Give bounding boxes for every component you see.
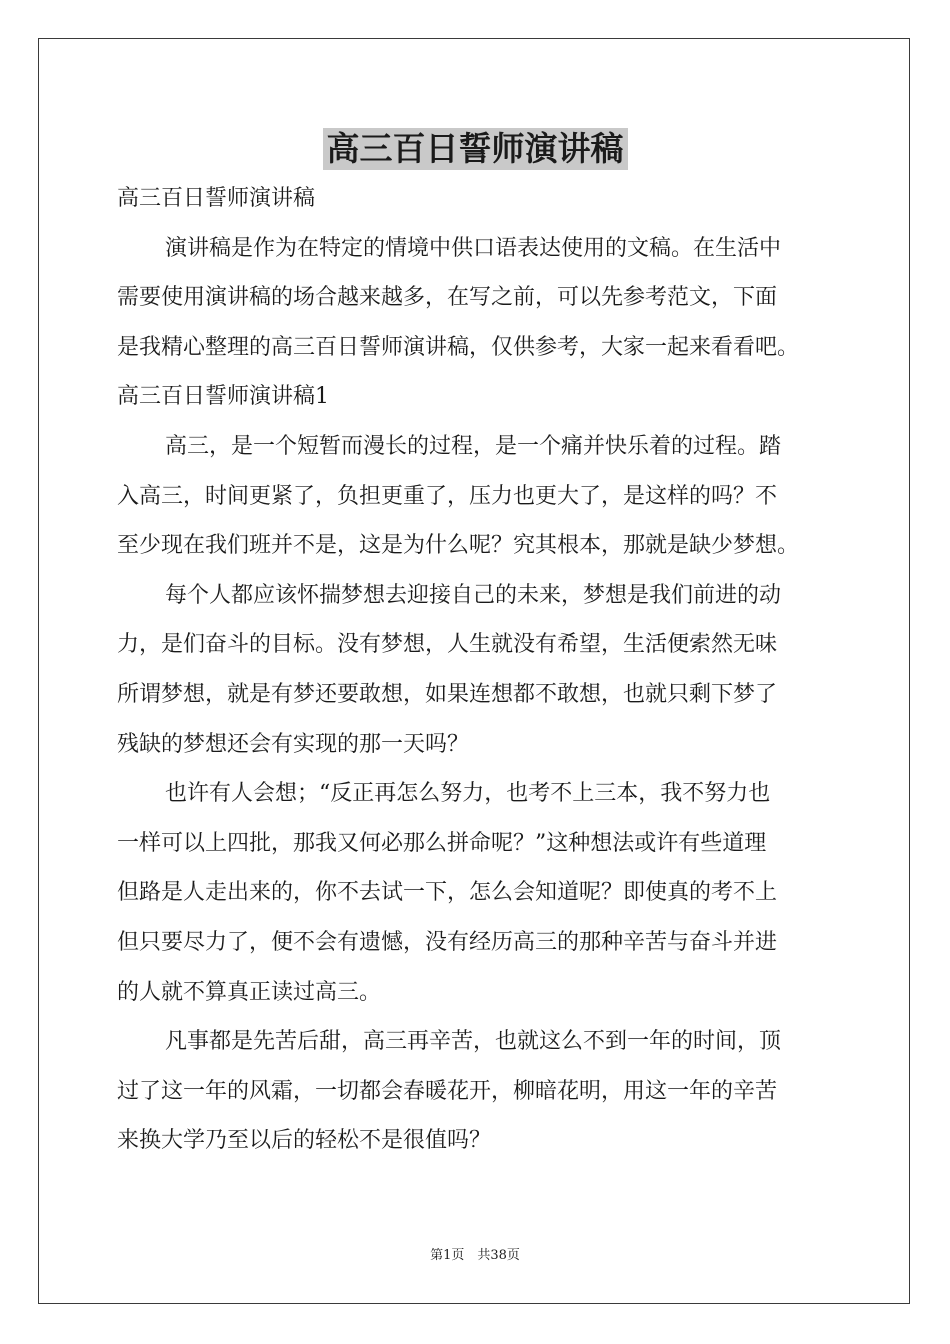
text-line: 高三百日誓师演讲稿 <box>117 186 316 211</box>
text-line: 每个人都应该怀揣梦想去迎接自己的未来，梦想是我们前进的动 <box>165 582 782 608</box>
text-line: 凡事都是先苦后甜，高三再辛苦，也就这么不到一年的时间，顶 <box>165 1029 782 1055</box>
title-container <box>0 128 950 170</box>
text-line: 是我精心整理的高三百日誓师演讲稿，仅供参考，大家一起来看看吧。 <box>117 334 800 360</box>
text-line: 所谓梦想，就是有梦还要敢想，如果连想都不敢想，也就只剩下梦了 <box>117 681 778 707</box>
text-line: 来换大学乃至以后的轻松不是很值吗？ <box>117 1128 492 1154</box>
text-line: 力，是们奋斗的目标。没有梦想，人生就没有希望，生活便索然无味 <box>117 632 778 658</box>
text-line: 但路是人走出来的，你不去试一下，怎么会知道呢？即使真的考不上 <box>117 880 778 906</box>
text-line: 的人就不算真正读过高三。 <box>117 979 382 1005</box>
text-line: 高三，是一个短暂而漫长的过程，是一个痛并快乐着的过程。踏 <box>165 433 782 459</box>
text-line: 但只要尽力了，便不会有遗憾，没有经历高三的那种辛苦与奋斗并进 <box>117 929 778 955</box>
document-body <box>117 174 837 1166</box>
text-line: 入高三，时间更紧了，负担更重了，压力也更大了，是这样的吗？不 <box>117 483 778 509</box>
text-line: 需要使用演讲稿的场合越来越多，在写之前，可以先参考范文，下面 <box>117 285 778 311</box>
text-line: 也许有人会想；“反正再怎么努力，也考不上三本，我不努力也 <box>165 781 771 807</box>
text-line: 过了这一年的风霜，一切都会春暖花开，柳暗花明，用这一年的辛苦 <box>117 1078 778 1104</box>
text-line: 残缺的梦想还会有实现的那一天吗？ <box>117 731 470 757</box>
text-line: 高三百日誓师演讲稿1 <box>117 384 329 410</box>
text-line: 演讲稿是作为在特定的情境中供口语表达使用的文稿。在生活中 <box>165 235 782 261</box>
document-title: 高三百日誓师演讲稿 <box>323 128 628 170</box>
page-footer: 第1页 共38页 <box>430 1248 520 1263</box>
text-line: 至少现在我们班并不是，这是为什么呢？究其根本，那就是缺少梦想。 <box>117 533 800 559</box>
text-line: 一样可以上四批，那我又何必那么拼命呢？”这种想法或许有些道理 <box>117 830 767 856</box>
